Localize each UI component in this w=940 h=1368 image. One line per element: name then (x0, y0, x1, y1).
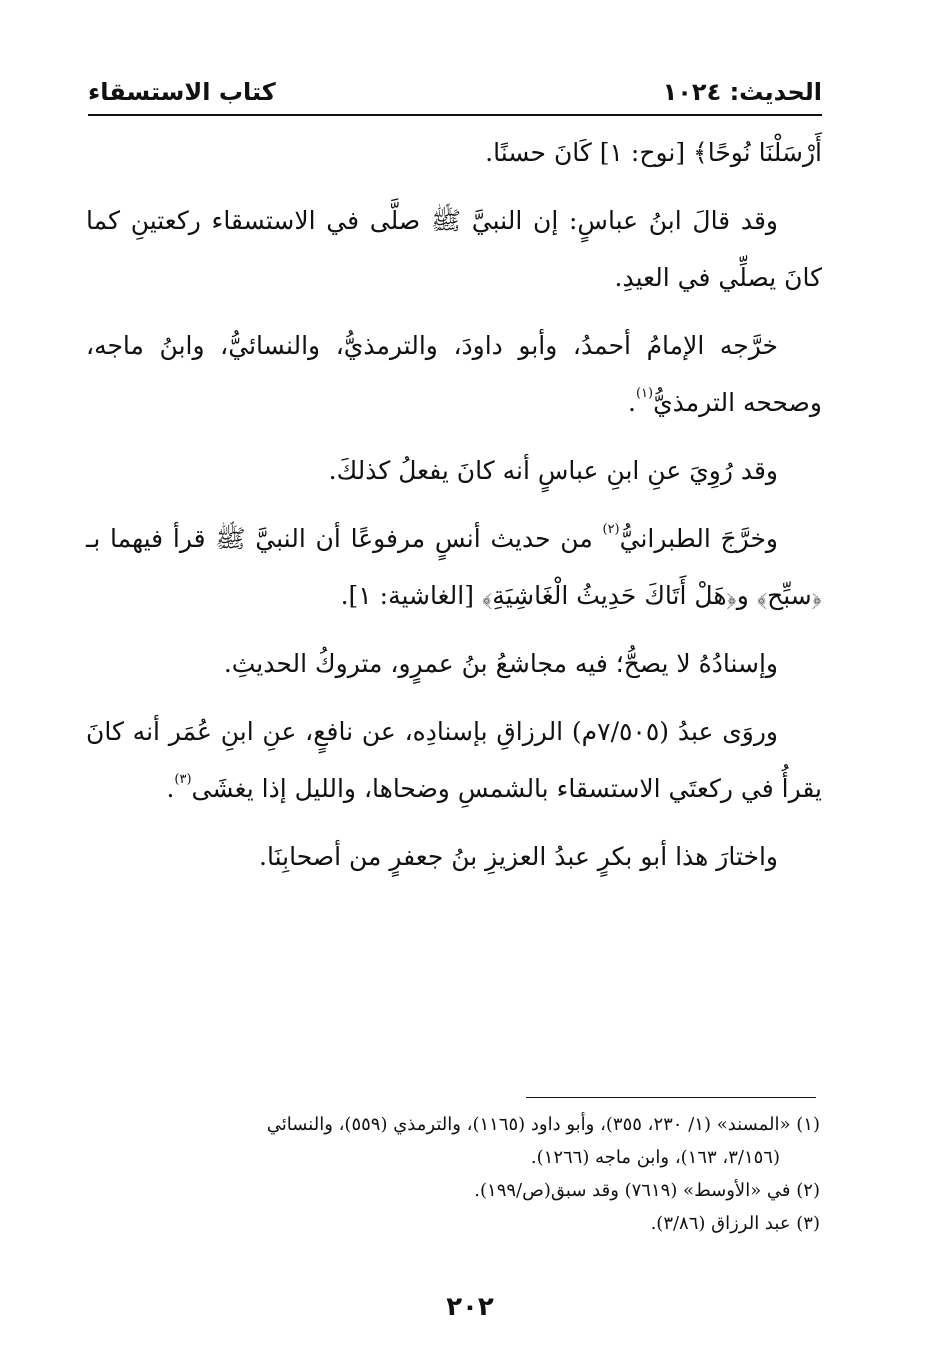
footnote-divider (526, 1097, 816, 1098)
paragraph-verse-end: أَرْسَلْنَا نُوحًا﴾ [نوح: ١] كَانَ حسنًا. (485, 138, 822, 167)
paragraph-text-rest: من حديث أنسٍ مرفوعًا أن النبيَّ ﷺ قرأ فيهما بـ ﴿سبِّح﴾ و﴿هَلْ أَتَاكَ حَدِيثُ الْغَاشِيَةِ﴾ [الغاشية: ١]. (86, 524, 822, 610)
footnote-line: (٣) عبد الرزاق (٣/٨٦). (650, 1213, 820, 1234)
hadith-number-label: الحديث: ١٠٢٤ (662, 78, 822, 106)
book-title: كتاب الاستسقاء (88, 78, 276, 106)
footnote-2 (84, 1174, 820, 1207)
footnote-1 (84, 1108, 820, 1174)
footnote-ref-2: (٢) (602, 522, 620, 537)
paragraph-isnad: وإسنادُهُ لا يصحُّ؛ فيه مجاشعُ بنُ عمرٍو، متروكُ الحديثِ. (223, 649, 778, 678)
paragraph-tabarani (86, 510, 822, 624)
running-header (88, 78, 822, 112)
paragraph-text: وخرَّجَ الطبرانيُّ (619, 524, 778, 553)
footnote-3 (84, 1207, 820, 1240)
header-divider (88, 114, 822, 116)
footnote-ref-3: (٣) (174, 772, 192, 787)
paragraph-text: وروَى عبدُ (٧/٥٠٥م) الرزاقِ بإسنادِه، عن نافعٍ، عنِ ابنِ عُمَر أنه كانَ يقرأُ في ركعتَي الاستسقاء بالشمسِ وضحاها، والليل إذا يغشَى (86, 717, 822, 803)
paragraph-end: . (166, 774, 175, 803)
paragraph-text: خرَّجه الإمامُ أحمدُ، وأبو داودَ، والترمذيُّ، والنسائيُّ، وابنُ ماجه، وصححه الترمذيُّ (86, 331, 822, 417)
main-text (86, 124, 822, 896)
footnote-line: (٣/١٥٦، ١٦٣)، وابن ماجه (١٢٦٦). (530, 1147, 780, 1168)
footnotes (84, 1108, 820, 1240)
paragraph-ikhtiyar: واختارَ هذا أبو بكرٍ عبدُ العزيزِ بنُ جعفرٍ من أصحابِنَا. (259, 842, 778, 871)
paragraph-abdurrazzaq (86, 703, 822, 817)
footnote-line: (٢) في «الأوسط» (٧٦١٩) وقد سبق(ص/١٩٩). (474, 1180, 820, 1201)
paragraph-ibn-abbas: وقد قالَ ابنُ عباسٍ: إن النبيَّ ﷺ صلَّى في الاستسقاء ركعتينِ كما كانَ يصلِّي في العيدِ. (86, 206, 822, 292)
paragraph-riwaya: وقد رُوِيَ عنِ ابنِ عباسٍ أنه كانَ يفعلُ كذلكَ. (328, 456, 778, 485)
paragraph-takhrij (86, 317, 822, 431)
paragraph-end: . (627, 388, 636, 417)
page-number: ٢٠٢ (446, 1292, 494, 1322)
footnote-ref-1: (١) (635, 386, 654, 401)
footnote-line: (١) «المسند» (١/ ٢٣٠، ٣٥٥)، وأبو داود (١١٦٥)، والترمذي (٥٥٩)، والنسائي (266, 1114, 820, 1135)
